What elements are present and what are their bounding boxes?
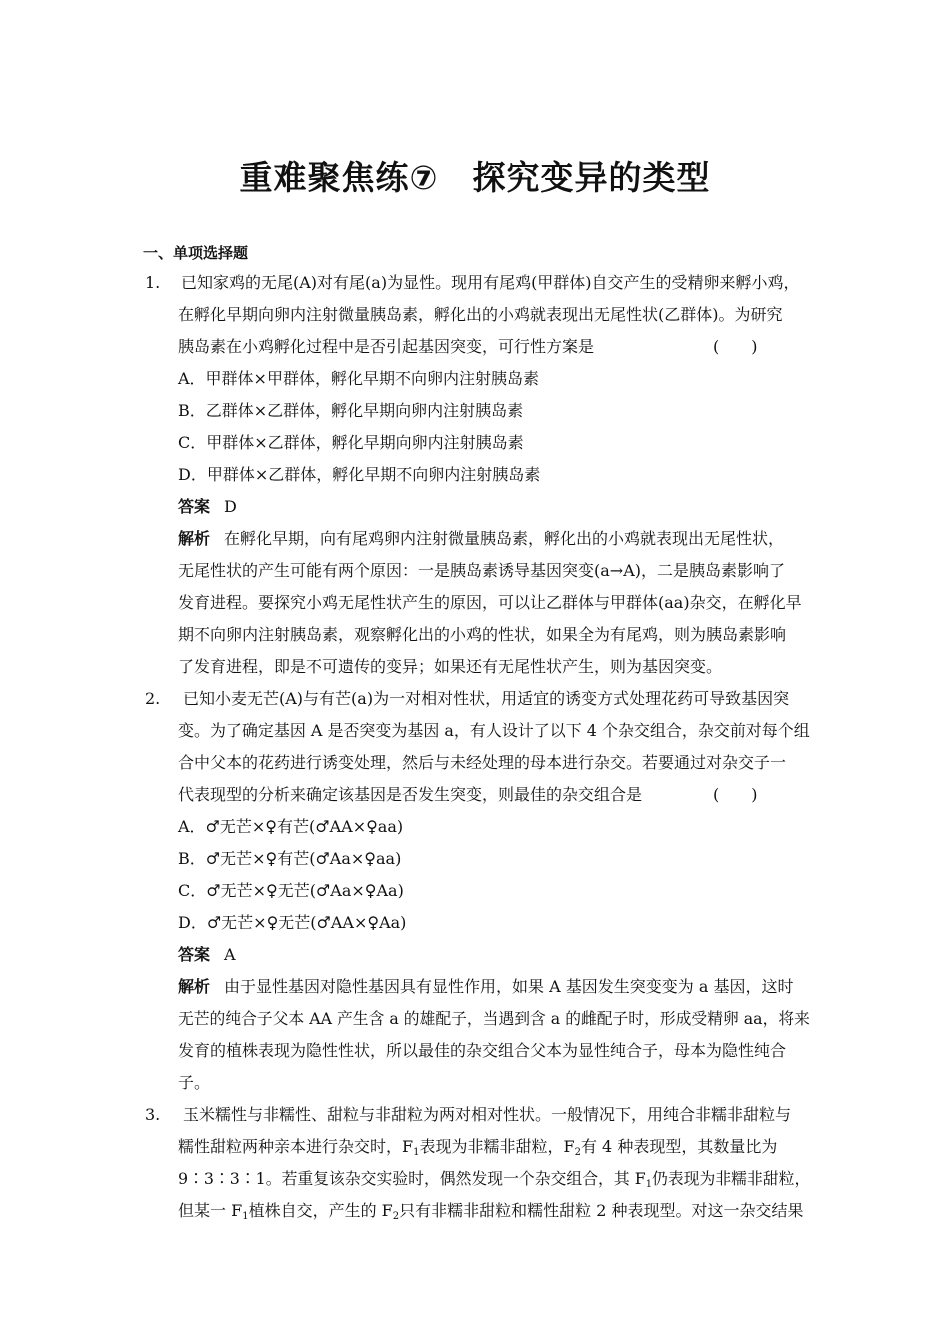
- answer-paren: ( ): [713, 785, 758, 804]
- analysis-line: 无芒的纯合子父本 AA 产生含 a 的雄配子，当遇到含 a 的雌配子时，形成受精卵 aa，将来: [178, 1009, 810, 1028]
- question-text: 在孵化早期向卵内注射微量胰岛素，孵化出的小鸡就表现出无尾性状(乙群体)。为研究: [178, 305, 783, 324]
- option-c: C．甲群体×乙群体，孵化早期向卵内注射胰岛素: [178, 433, 524, 452]
- answer-row: [178, 945, 236, 965]
- question-text: 已知小麦无芒(A)与有芒(a)为一对相对性状，用适宜的诱变方式处理花药可导致基因突: [183, 689, 790, 708]
- page-title: 重难聚焦练⑦ 探究变异的类型: [239, 158, 711, 197]
- analysis-line: 期不向卵内注射胰岛素，观察孵化出的小鸡的性状，如果全为有尾鸡，则为胰岛素影响: [178, 625, 787, 644]
- question-text: 胰岛素在小鸡孵化过程中是否引起基因突变，可行性方案是: [178, 337, 595, 356]
- question-number: 2.: [145, 689, 161, 708]
- answer-value: D: [224, 497, 237, 516]
- question-text: 代表现型的分析来确定该基因是否发生突变，则最佳的杂交组合是: [178, 785, 643, 804]
- option-a: A．甲群体×甲群体，孵化早期不向卵内注射胰岛素: [178, 369, 539, 388]
- option-b: B．乙群体×乙群体，孵化早期向卵内注射胰岛素: [178, 401, 524, 420]
- question-text: 玉米糯性与非糯性、甜粒与非甜粒为两对相对性状。一般情况下，用纯合非糯非甜粒与: [183, 1105, 792, 1124]
- answer-value: A: [224, 945, 236, 964]
- analysis-line: 由于显性基因对隐性基因具有显性作用，如果 A 基因发生突变变为 a 基因，这时: [224, 977, 794, 996]
- analysis-line: 在孵化早期，向有尾鸡卵内注射微量胰岛素，孵化出的小鸡就表现出无尾性状，: [224, 529, 785, 548]
- answer-label: 答案: [178, 497, 211, 516]
- analysis-label: 解析: [178, 529, 211, 548]
- option-c: C．♂无芒×♀无芒(♂Aa×♀Aa): [178, 881, 404, 900]
- analysis-line: 发育进程。要探究小鸡无尾性状产生的原因，可以让乙群体与甲群体(aa)杂交，在孵化早: [178, 593, 802, 612]
- analysis-text: [178, 977, 793, 997]
- question-text: 但某一 $F_1$植株自交，产生的 $F_2$只有非糯非甜粒和糯性甜粒 2 种表现型。对这一杂交结果: [178, 1201, 804, 1222]
- question-number: 3.: [145, 1105, 161, 1124]
- analysis-label: 解析: [178, 977, 211, 996]
- answer-row: [178, 497, 237, 517]
- analysis-line: 了发育进程，即是不可遗传的变异；如果还有无尾性状产生，则为基因突变。: [178, 657, 723, 676]
- question-number: 1.: [145, 273, 161, 292]
- option-b: B．♂无芒×♀有芒(♂Aa×♀aa): [178, 849, 402, 868]
- analysis-line: 子。: [178, 1073, 211, 1092]
- analysis-line: 发育的植株表现为隐性性状，所以最佳的杂交组合父本为显性纯合子，母本为隐性纯合: [178, 1041, 787, 1060]
- question-text: 变。为了确定基因 A 是否突变为基因 a，有人设计了以下 4 个杂交组合，杂交前对每个组: [178, 721, 810, 740]
- option-d: D．甲群体×乙群体，孵化早期不向卵内注射胰岛素: [178, 465, 541, 484]
- answer-paren: ( ): [713, 337, 758, 356]
- analysis-line: 无尾性状的产生可能有两个原因：一是胰岛素诱导基因突变(a→A)，二是胰岛素影响了: [178, 561, 785, 580]
- question-text: 已知家鸡的无尾(A)对有尾(a)为显性。现用有尾鸡(甲群体)自交产生的受精卵来孵小鸡，: [181, 273, 800, 292]
- option-a: A．♂无芒×♀有芒(♂AA×♀aa): [178, 817, 404, 836]
- option-d: D．♂无芒×♀无芒(♂AA×♀Aa): [178, 913, 407, 932]
- answer-label: 答案: [178, 945, 211, 964]
- question-text: 合中父本的花药进行诱变处理，然后与未经处理的母本进行杂交。若要通过对杂交子一: [178, 753, 787, 772]
- analysis-text: [178, 529, 784, 549]
- question-text: 糯性甜粒两种亲本进行杂交时，$F_1$表现为非糯非甜粒，$F_2$有 4 种表现型，其数量比为: [178, 1137, 778, 1158]
- section-heading: 一、单项选择题: [143, 244, 249, 262]
- question-text: 9∶3∶3∶1。若重复该杂交实验时，偶然发现一个杂交组合，其 $F_1$仍表现为非糯非甜粒，: [178, 1169, 811, 1190]
